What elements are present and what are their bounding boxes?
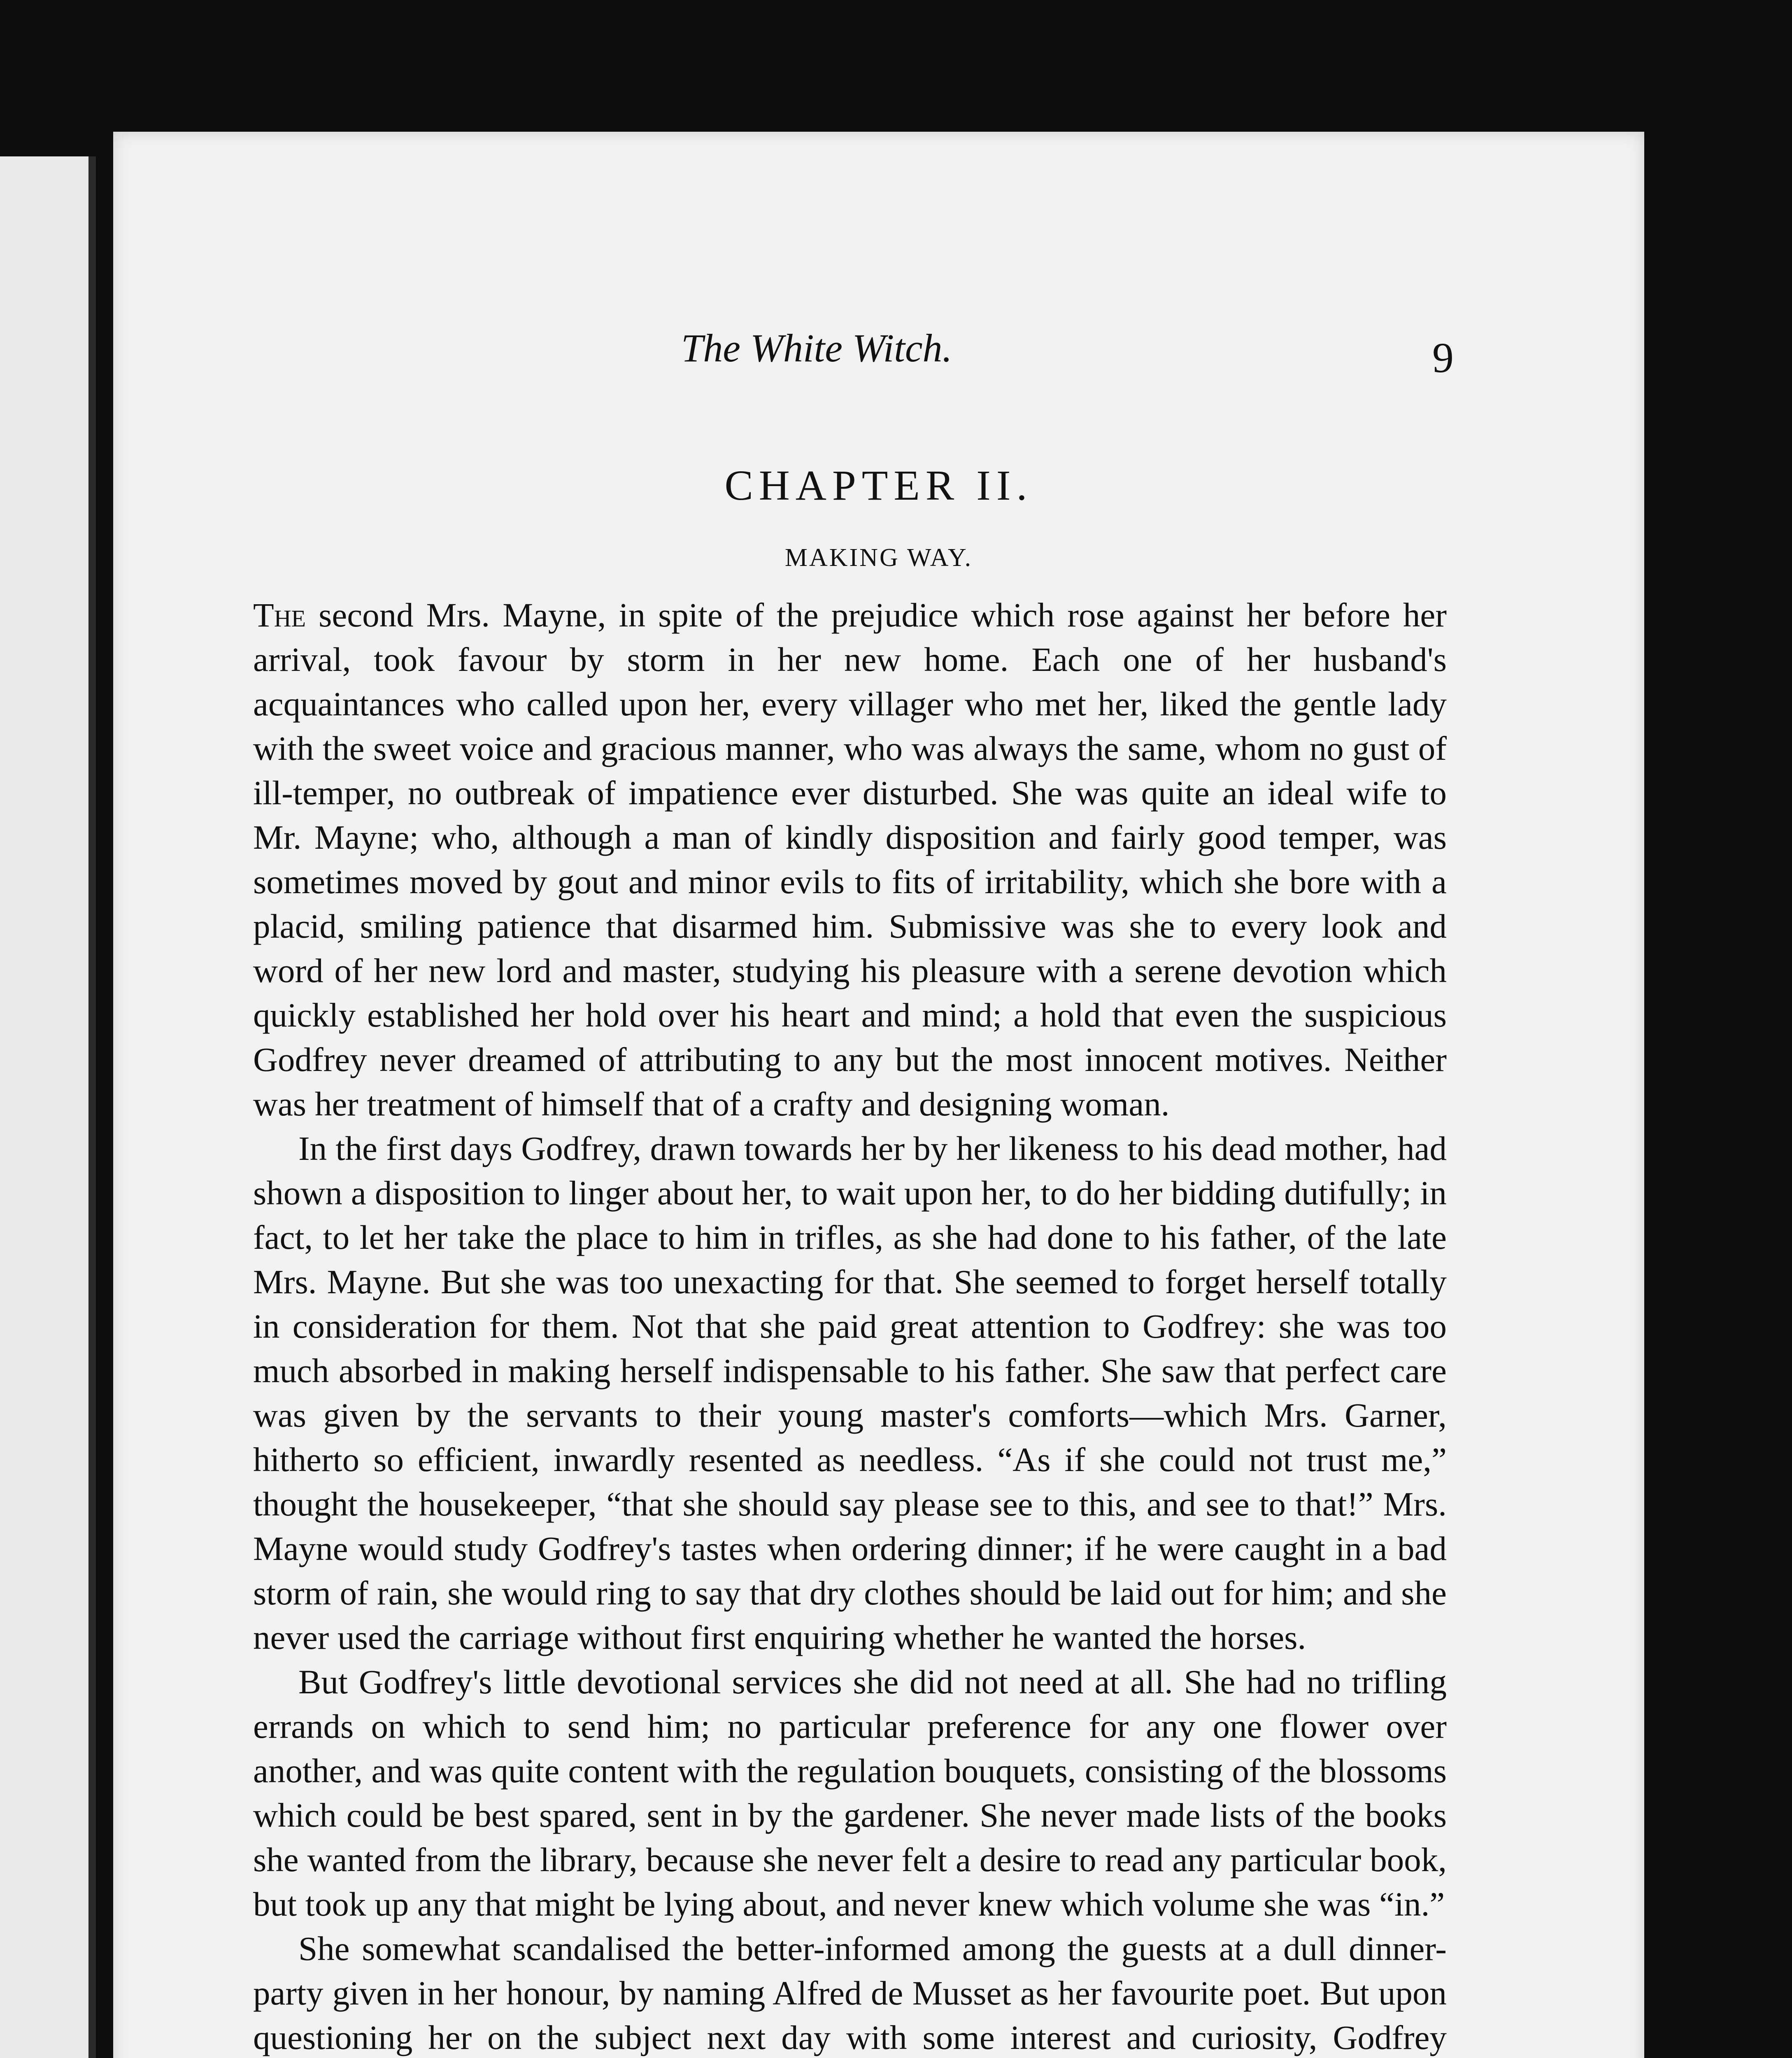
facing-page-edge: [0, 156, 96, 2058]
paragraph-4: She somewhat scandalised the better-informed among the guests at a dull dinner-party given in her honour, by naming Alfred de Musset as her favourite poet. But upon questioning her on the subject next day with some interest and curiosity, Godfrey: [253, 1930, 1447, 2056]
scan-border: [1644, 0, 1792, 2058]
chapter-title: CHAPTER II.: [724, 462, 1033, 509]
body-text: [253, 593, 1447, 2058]
running-head: The White Witch.: [681, 326, 952, 370]
paragraph-text: second Mrs. Mayne, in spite of the prejudice which rose against her before her arrival, took favour by storm in her new home. Each one of her husband's acquaintances who called upon her, every villager who met her, liked the gentle lady with the sweet voice and gracious manner, who was always the same, whom no gust of ill-temper, no outbreak of impatience ever disturbed. She was quite an ideal wife to Mr. Mayne; who, although a man of kindly disposition and fairly good temper, was sometimes moved by gout and minor evils to fits of irritability, which she bore with a placid, smiling patience that disarmed him. Submissive was she to every look and word of her new lord and master, studying his pleasure with a serene devotion which quickly established her hold over his heart and mind; a hold that even the suspicious Godfrey never dreamed of attributing to any but the most innocent motives. Neither was her treatment of himself that of a crafty and designing woman.: [253, 596, 1447, 1123]
page-number: 9: [1432, 334, 1454, 382]
book-page: [113, 132, 1644, 2058]
chapter-subtitle: MAKING WAY.: [784, 544, 973, 572]
paragraph-3: But Godfrey's little devotional services she did not need at all. She had no trifling errands on which to send him; no particular preference for any one flower over another, and was quite content with the regulation bouquets, consisting of the blossoms which could be best spared, sent in by the gardener. She never made lists of the books she wanted from the library, because she never felt a desire to read any particular book, but took up any that might be lying about, and never knew which volume she was “in.”: [253, 1663, 1447, 1923]
paragraph-1: [253, 593, 1447, 1126]
paragraph-2: In the first days Godfrey, drawn towards her by her likeness to his dead mother, had shown a disposition to linger about her, to wait upon her, to do her bidding dutifully; in fact, to let her take the place to him in trifles, as she had done to his father, of the late Mrs. Mayne. But she was too unexacting for that. She seemed to forget herself totally in consideration for them. Not that she paid great attention to Godfrey: she was too much absorbed in making herself indispensable to his father. She saw that perfect care was given by the servants to their young master's comforts—which Mrs. Garner, hitherto so efficient, inwardly resented as needless. “As if she could not trust me,” thought the housekeeper, “that she should say please see to this, and see to that!” Mrs. Mayne would study Godfrey's tastes when ordering dinner; if he were caught in a bad storm of rain, she would ring to say that dry clothes should be laid out for him; and she never used the carriage without first enquiring whether he wanted the horses.: [253, 1129, 1447, 1656]
paragraph-lead-word: The: [253, 596, 306, 634]
